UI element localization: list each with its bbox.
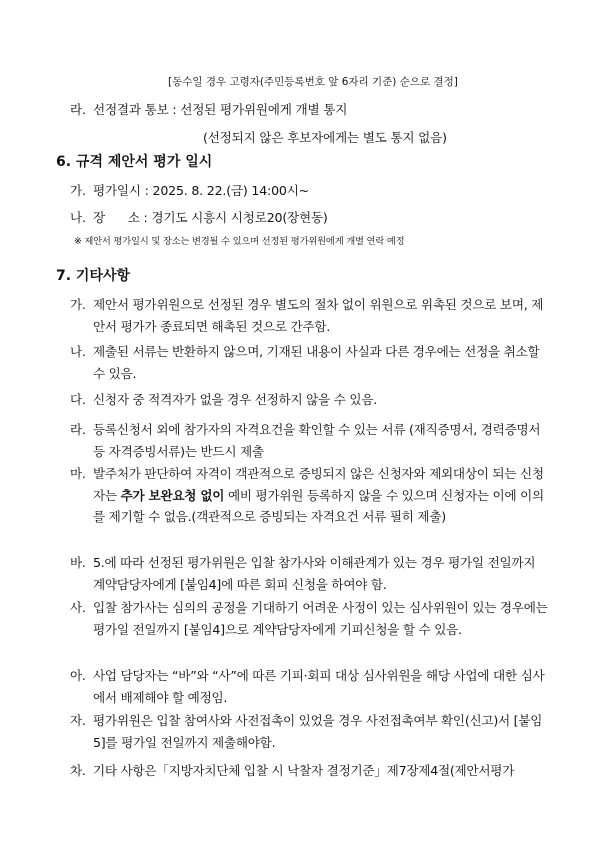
- item-ra-text: 선정결과 통보 : 선정된 평가위원에게 개별 통지: [93, 102, 348, 117]
- list-item: [70, 760, 550, 782]
- eval-place-text: 장 소 : 경기도 시흥시 시청로20(장현동): [93, 210, 328, 225]
- list-item: [70, 710, 550, 753]
- schedule-change-notice: ※ 제안서 평가일시 및 장소는 변경될 수 있으며 선정된 평가위원에게 개별 연락 예정: [74, 236, 405, 247]
- list-item-marker: 자.: [70, 713, 86, 728]
- list-item-text: 기타 사항은「지방자치단체 입찰 시 낙찰자 결정기준」제7장제4절(제안서평가: [93, 763, 515, 778]
- list-item-marker: 사.: [70, 600, 86, 615]
- list-item-text: 사업 담당자는 “바”와 “사”에 따른 기피·회피 대상 심사위원을 해당 사업에 대한 심사에서 배제해야 할 예정임.: [93, 668, 545, 705]
- list-item-text-part: 발주처가 판단하여 자격이 객관적으로 증빙되지 않은 신청자와 제외대상이 되는 신청자는: [93, 466, 544, 503]
- list-item-marker: 다.: [70, 392, 86, 407]
- list-item-text: 제안서 평가위원으로 선정된 경우 별도의 절차 없이 위원으로 위촉된 것으로 보며, 제안서 평가가 종료되면 해촉된 것으로 간주함.: [93, 297, 544, 334]
- list-item-text-part: 예비 평가위원 등록하지 않을 수 있으며 신청자는 이에 이의를 제기할 수 없음.(객관적으로 증빙되는 자격요건 서류 필히 제출): [93, 487, 544, 524]
- list-item-marker: 마.: [70, 466, 86, 481]
- list-item: [70, 389, 550, 411]
- tiebreak-note: [동수일 경우 고령자(주민등록번호 앞 6자리 기준) 순으로 결정]: [168, 76, 458, 88]
- emphasis-text: 추가 보완요청 없이: [120, 487, 225, 503]
- list-item-text: 제출된 서류는 반환하지 않으며, 기재된 내용이 사실과 다른 경우에는 선정을 취소할 수 있음.: [93, 344, 540, 381]
- list-item: [70, 665, 550, 708]
- list-item: [70, 597, 550, 640]
- item-ra-marker: 라.: [70, 102, 86, 117]
- list-item-text: 등록신청서 외에 참가자의 자격요건을 확인할 수 있는 서류 (재직증명서, 경력증명서 등 자격증빙서류)는 반드시 제출: [93, 422, 541, 459]
- list-item-marker: 바.: [70, 555, 86, 570]
- item-ra-subnote: (선정되지 않은 후보자에게는 별도 통지 없음): [203, 130, 447, 145]
- section-7-heading: 7. 기타사항: [56, 268, 131, 284]
- list-item: [70, 294, 550, 337]
- list-item-text: [70, 463, 550, 528]
- eval-date-marker: 가.: [70, 183, 86, 198]
- list-item-marker: 차.: [70, 763, 86, 778]
- eval-date-text: 평가일시 : 2025. 8. 22.(금) 14:00시~: [93, 183, 310, 198]
- section-6-heading: 6. 규격 제안서 평가 일시: [56, 154, 213, 170]
- list-item-text: 평가위원은 입찰 참여사와 사전접촉이 있었을 경우 사전접촉여부 확인(신고)서 [붙임5]를 평가일 전일까지 제출해야함.: [93, 713, 543, 750]
- list-item-marker: 나.: [70, 344, 86, 359]
- list-item: [70, 419, 550, 462]
- list-item-text: 신청자 중 적격자가 없을 경우 선정하지 않을 수 있음.: [93, 392, 378, 407]
- list-item: [70, 341, 550, 384]
- eval-place-marker: 나.: [70, 210, 86, 225]
- list-item-text: 입찰 참가사는 심의의 공정을 기대하기 어려운 사정이 있는 심사위원이 있는 경우에는 평가일 전일까지 [붙임4]으로 계약담당자에게 기피신청을 할 수 있음.: [93, 600, 548, 637]
- list-item: [70, 463, 550, 528]
- list-item: [70, 552, 550, 595]
- list-item-marker: 라.: [70, 422, 86, 437]
- list-item-text: 5.에 따라 선정된 평가위원은 입찰 참가사와 이해관계가 있는 경우 평가일 전일까지 계약담당자에게 [붙임4]에 따른 회피 신청을 하여야 함.: [93, 555, 536, 592]
- list-item-marker: 아.: [70, 668, 86, 683]
- list-item-marker: 가.: [70, 297, 86, 312]
